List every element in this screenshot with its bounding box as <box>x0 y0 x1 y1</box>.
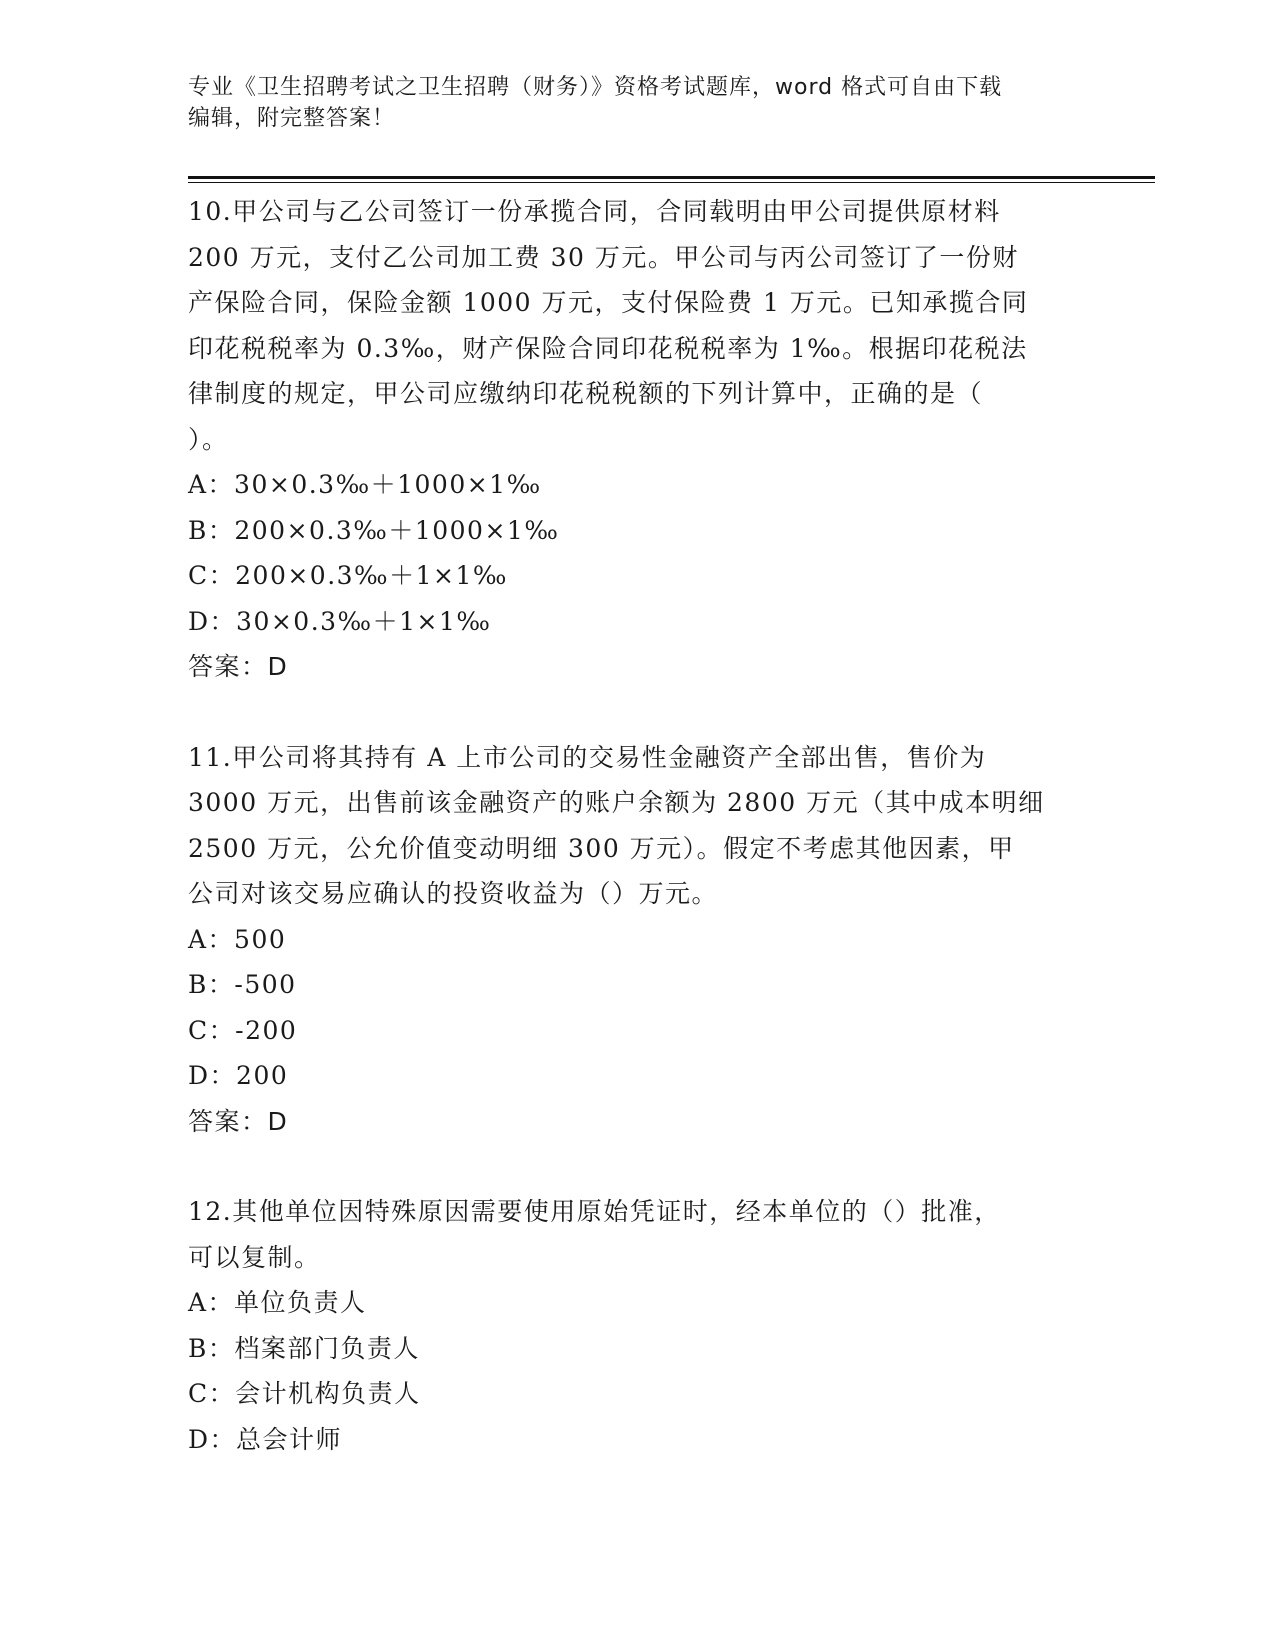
question-stem <box>188 1189 1088 1280</box>
header-line-2: 编辑，附完整答案！ <box>188 106 396 131</box>
stem-line: 产保险合同，保险金额 1000 万元，支付保险费 1 万元。已知承揽合同 <box>188 288 1029 317</box>
option-a: A：30×0.3‰＋1000×1‰ <box>188 470 542 499</box>
question-12 <box>188 1189 1088 1462</box>
option-c: C：-200 <box>188 1015 298 1045</box>
stem-line: 10.甲公司与乙公司签订一份承揽合同，合同载明由甲公司提供原材料 <box>188 197 1001 226</box>
stem-line: 12.其他单位因特殊原因需要使用原始凭证时，经本单位的（）批准， <box>188 1197 1001 1226</box>
question-stem <box>188 735 1088 917</box>
stem-line: 可以复制。 <box>188 1242 321 1272</box>
header-line-1: 专业《卫生招聘考试之卫生招聘（财务）》资格考试题库，word 格式可自由下载 <box>188 75 1003 100</box>
header-divider-thick <box>188 176 1155 179</box>
question-11 <box>188 735 1088 1145</box>
question-stem <box>188 189 1088 462</box>
option-b: B：200×0.3‰＋1000×1‰ <box>188 515 560 545</box>
question-10 <box>188 189 1088 690</box>
answer-line: 答案：D <box>188 652 289 681</box>
stem-line: ）。 <box>188 424 229 454</box>
question-list <box>188 189 1088 1462</box>
stem-line: 3000 万元，出售前该金融资产的账户余额为 2800 万元（其中成本明细 <box>188 788 1045 817</box>
option-d: D：30×0.3‰＋1×1‰ <box>188 606 492 636</box>
stem-line: 11.甲公司将其持有 A 上市公司的交易性金融资产全部出售，售价为 <box>188 742 987 772</box>
stem-line: 印花税税率为 0.3‰，财产保险合同印花税税率为 1‰。根据印花税法 <box>188 333 1028 363</box>
stem-line: 200 万元，支付乙公司加工费 30 万元。甲公司与丙公司签订了一份财 <box>188 242 1019 272</box>
stem-line: 公司对该交易应确认的投资收益为（）万元。 <box>188 879 719 908</box>
option-d: D：总会计师 <box>188 1424 343 1454</box>
stem-line: 2500 万元，公允价值变动明细 300 万元）。假定不考虑其他因素，甲 <box>188 833 1015 863</box>
document-header <box>188 72 1088 134</box>
option-d: D：200 <box>188 1061 289 1090</box>
option-a: A：500 <box>188 924 287 954</box>
option-b: B：-500 <box>188 970 297 999</box>
option-b: B：档案部门负责人 <box>188 1333 420 1363</box>
answer-line: 答案：D <box>188 1106 289 1136</box>
option-c: C：200×0.3‰＋1×1‰ <box>188 561 508 590</box>
stem-line: 律制度的规定，甲公司应缴纳印花税税额的下列计算中，正确的是（ <box>188 379 984 408</box>
header-divider-thin <box>188 182 1155 183</box>
option-c: C：会计机构负责人 <box>188 1379 421 1408</box>
option-a: A：单位负责人 <box>188 1288 367 1317</box>
